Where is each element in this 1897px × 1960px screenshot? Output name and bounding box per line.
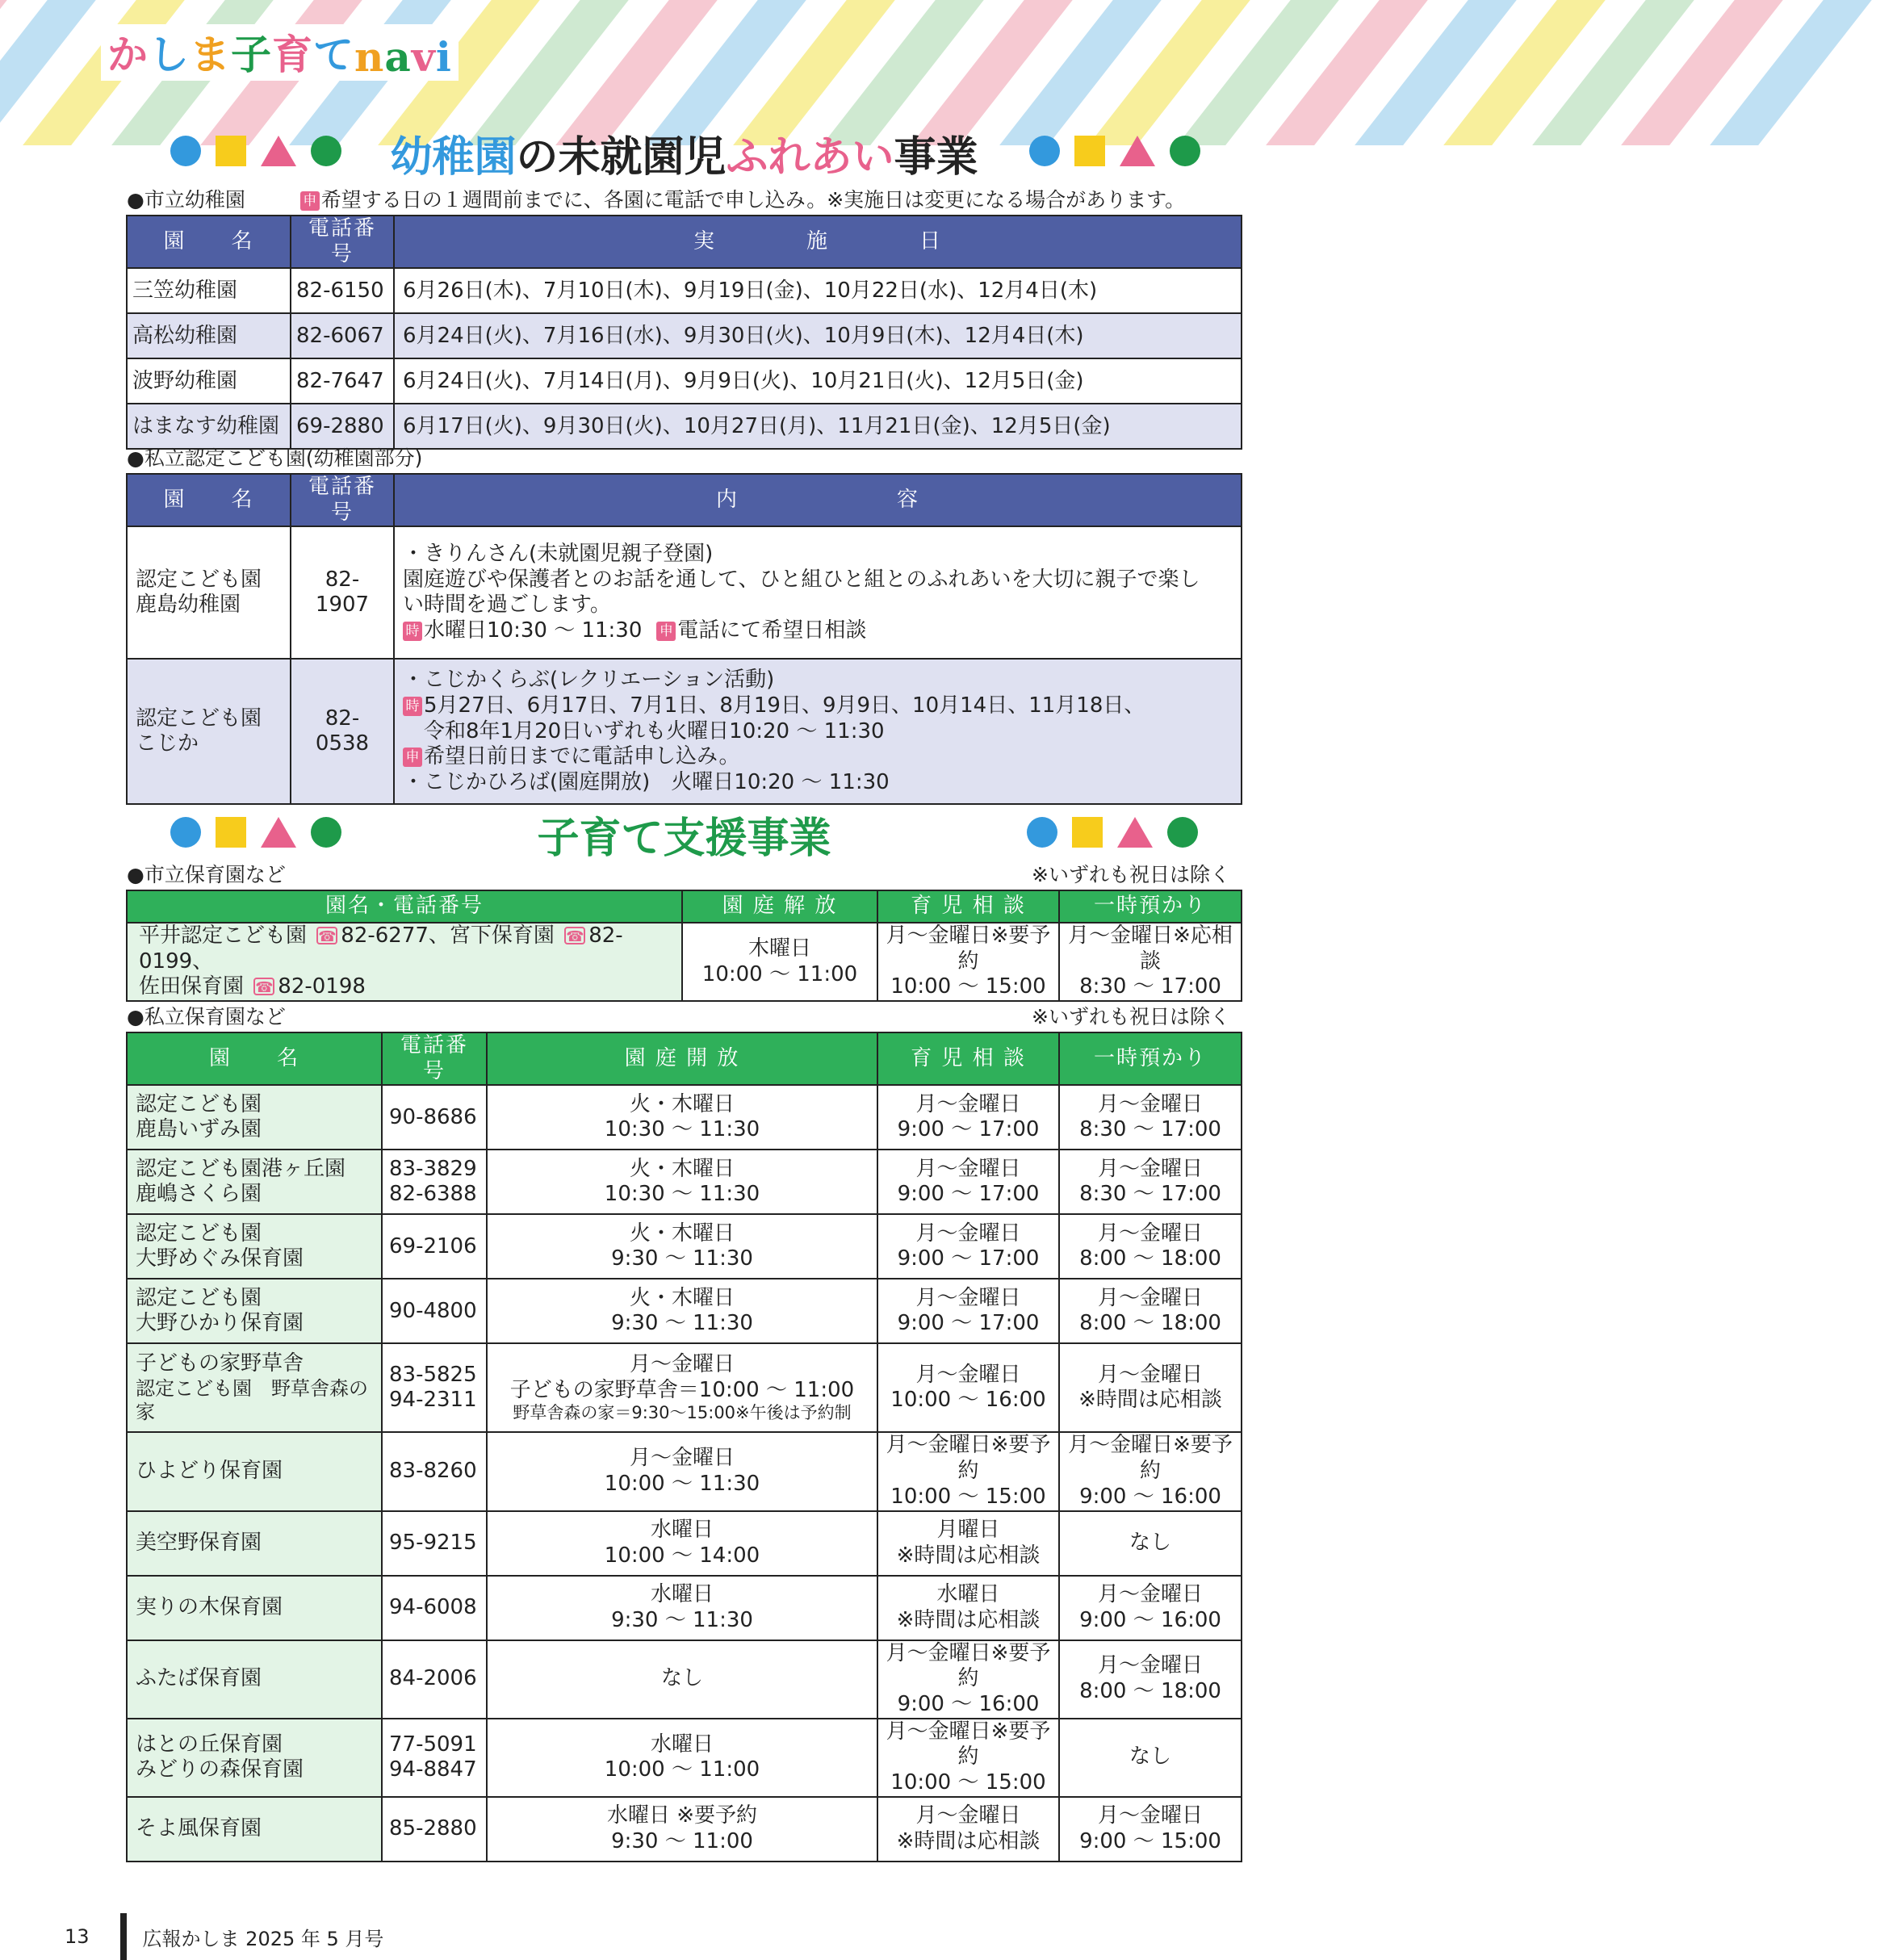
name-line bbox=[139, 974, 673, 1000]
name-cell bbox=[127, 526, 291, 659]
col-header-name: 園 名 bbox=[127, 1032, 382, 1085]
section1-heading bbox=[125, 119, 1243, 184]
garden-cell bbox=[487, 1719, 877, 1797]
table-row bbox=[127, 1640, 1242, 1719]
private-nursery-note: ※いずれも祝日は除く bbox=[1032, 1005, 1230, 1028]
content-line: ・こじかくらぶ(レクリエーション活動) bbox=[403, 668, 775, 693]
col-header-dates: 実 施 日 bbox=[394, 216, 1242, 268]
logo-letter: ま bbox=[190, 31, 231, 78]
cell-line: 9:00 ～ 16:00 bbox=[897, 1692, 1040, 1717]
cell-line: 83-8260 bbox=[389, 1459, 477, 1484]
phone-cell: 69-2880 bbox=[291, 404, 394, 449]
garden-cell bbox=[487, 1085, 877, 1150]
table-row bbox=[127, 313, 1242, 358]
cell-line: 月～金曜日 bbox=[1097, 1581, 1203, 1606]
cell-line: 認定こども園 bbox=[136, 1285, 262, 1310]
cell-line: 火・木曜日 bbox=[629, 1221, 735, 1246]
cell-line: 実りの木保育園 bbox=[136, 1594, 283, 1619]
cell-line: ※時間は応相談 bbox=[896, 1828, 1041, 1853]
cell-line: 月～金曜日 bbox=[915, 1156, 1021, 1181]
consult-cell bbox=[877, 923, 1059, 1001]
phone-cell bbox=[382, 1719, 487, 1797]
col-header-phone: 電話番号 bbox=[291, 216, 394, 268]
cell-line: 月～金曜日 bbox=[1097, 1221, 1203, 1246]
time-badge-icon: 時 bbox=[403, 697, 422, 716]
consult-cell bbox=[877, 1640, 1059, 1719]
logo bbox=[101, 24, 459, 81]
table-row bbox=[127, 1797, 1242, 1862]
section2-title: 子育て支援事業 bbox=[537, 815, 831, 863]
cell-line: 8:30 ～ 17:00 bbox=[1079, 974, 1221, 999]
time-text: 水曜日10:30 ～ 11:30 bbox=[424, 618, 643, 643]
cell-line: 9:30 ～ 11:30 bbox=[611, 1246, 753, 1271]
apply-badge-icon: 申 bbox=[403, 748, 422, 767]
cell-line: 9:30 ～ 11:30 bbox=[611, 1311, 753, 1336]
childcare-cell bbox=[1059, 1640, 1242, 1719]
cell-line: 水曜日 bbox=[650, 1581, 714, 1606]
cell-line: 月～金曜日 bbox=[1097, 1362, 1203, 1387]
cell-line: 月～金曜日※要予約 bbox=[1068, 1433, 1233, 1484]
consult-cell bbox=[877, 1576, 1059, 1640]
consult-cell bbox=[877, 1797, 1059, 1862]
cell-line: なし bbox=[660, 1666, 703, 1691]
cell-line: 8:00 ～ 18:00 bbox=[1079, 1679, 1221, 1704]
time-badge-icon: 時 bbox=[403, 622, 422, 641]
name-cell bbox=[127, 1214, 382, 1279]
facility-name: 平井認定こども園 bbox=[139, 923, 308, 948]
table-row bbox=[127, 1576, 1242, 1640]
childcare-cell bbox=[1059, 1279, 1242, 1343]
content-line bbox=[403, 618, 1233, 644]
cell-line: 認定こども園港ヶ丘園 bbox=[136, 1156, 346, 1181]
cell-line: 水曜日 bbox=[650, 1732, 714, 1757]
cell-line: 10:00 ～ 16:00 bbox=[890, 1388, 1046, 1413]
cell-line: 85-2880 bbox=[389, 1816, 477, 1841]
cell-line: 10:00 ～ 15:00 bbox=[890, 974, 1046, 999]
garden-cell bbox=[682, 923, 877, 1001]
city-kindergarten-table bbox=[126, 215, 1242, 450]
childcare-cell bbox=[1059, 1085, 1242, 1150]
cell-line: 火・木曜日 bbox=[629, 1285, 735, 1310]
logo-letter: i bbox=[435, 33, 452, 81]
content-line: 園庭遊びや保護者とのお話を通して、ひと組ひと組とのふれあいを大切に親子で楽し bbox=[403, 567, 1200, 592]
cell-line: 83-3829 bbox=[389, 1156, 477, 1181]
name-cell bbox=[127, 659, 291, 804]
phone-cell bbox=[382, 1214, 487, 1279]
section2-heading bbox=[125, 801, 1243, 865]
cell-line: 10:00 ～ 14:00 bbox=[604, 1543, 760, 1568]
apply-text: 希望日前日までに電話申し込み。 bbox=[424, 744, 740, 769]
garden-cell bbox=[487, 1640, 877, 1719]
pink-triangle-icon bbox=[1117, 817, 1153, 848]
cell-line: 水曜日 ※要予約 bbox=[606, 1803, 758, 1828]
title-part-fureai: ふれあい bbox=[726, 133, 894, 182]
cell-line: 9:00 ～ 15:00 bbox=[1079, 1828, 1221, 1853]
col-header-childcare: 一時預かり bbox=[1059, 1032, 1242, 1085]
name-cell: はまなす幼稚園 bbox=[127, 404, 291, 449]
table-row bbox=[127, 1343, 1242, 1432]
garden-cell bbox=[487, 1214, 877, 1279]
yellow-square-icon bbox=[1072, 817, 1103, 848]
cell-line: 月～金曜日※要予約 bbox=[886, 1640, 1051, 1691]
consult-cell bbox=[877, 1214, 1059, 1279]
cell-line: 月～金曜日 bbox=[1097, 1091, 1203, 1116]
cell-line: 83-5825 bbox=[389, 1362, 477, 1387]
cell-line: 9:00 ～ 17:00 bbox=[897, 1311, 1040, 1336]
phone-icon: ☎ bbox=[318, 928, 337, 945]
consult-cell bbox=[877, 1279, 1059, 1343]
col-header-consult: 育 児 相 談 bbox=[877, 890, 1059, 923]
cell-line: 美空野保育園 bbox=[136, 1530, 262, 1555]
name-cell bbox=[127, 1719, 382, 1797]
cell-line: 8:00 ～ 18:00 bbox=[1079, 1311, 1221, 1336]
phone-cell bbox=[382, 1085, 487, 1150]
phone-text: 82-6277、宮下保育園 bbox=[341, 923, 555, 948]
cell-line: 月～金曜日 bbox=[1097, 1156, 1203, 1181]
cell-line: 水曜日 bbox=[936, 1581, 1000, 1606]
logo-letter: 育 bbox=[272, 31, 313, 78]
cell-line: 子どもの家野草舎＝10:00 ～ 11:00 bbox=[509, 1377, 855, 1402]
cell-line: 9:30 ～ 11:30 bbox=[611, 1607, 753, 1632]
dates-cell: 6月24日(火)、7月14日(月)、9月9日(火)、10月21日(火)、12月5日(金) bbox=[394, 358, 1242, 404]
blue-circle-icon bbox=[1029, 136, 1060, 166]
cell-line: 10:00 ～ 15:00 bbox=[890, 1770, 1046, 1795]
cell-line: 10:30 ～ 11:30 bbox=[604, 1117, 760, 1142]
name-cell bbox=[127, 1279, 382, 1343]
phone-cell bbox=[382, 1640, 487, 1719]
childcare-cell bbox=[1059, 1432, 1242, 1510]
phone-text: 82-0198 bbox=[278, 974, 366, 999]
phone-text: 82-0199、 bbox=[139, 923, 623, 974]
city-nursery-note: ※いずれも祝日は除く bbox=[1032, 863, 1230, 886]
phone-icon: ☎ bbox=[255, 979, 274, 997]
col-header-garden: 園 庭 開 放 bbox=[487, 1032, 877, 1085]
name-cell bbox=[127, 1511, 382, 1576]
dates-cell: 6月24日(火)、7月16日(水)、9月30日(火)、10月9日(木)、12月4日(木) bbox=[394, 313, 1242, 358]
cell-line: 90-8686 bbox=[389, 1104, 477, 1129]
publication-name: 広報かしま 2025 年 5 月号 bbox=[142, 1927, 384, 1950]
cell-line: 大野ひかり保育園 bbox=[136, 1311, 304, 1336]
cell-line: 子どもの家野草舎 bbox=[136, 1351, 304, 1376]
col-header-name-phone: 園名・電話番号 bbox=[127, 890, 682, 923]
dates-cell: 6月26日(木)、7月10日(木)、9月19日(金)、10月22日(水)、12月4日(木) bbox=[394, 268, 1242, 313]
childcare-cell bbox=[1059, 1343, 1242, 1432]
name-cell: 高松幼稚園 bbox=[127, 313, 291, 358]
phone-cell bbox=[382, 1511, 487, 1576]
private-nursery-table bbox=[126, 1032, 1242, 1862]
private-kindergarten-label: ●私立認定こども園(幼稚園部分) bbox=[127, 446, 423, 470]
consult-cell bbox=[877, 1085, 1059, 1150]
table-row bbox=[127, 1719, 1242, 1797]
content-cell bbox=[394, 526, 1242, 659]
logo-letter: て bbox=[313, 31, 354, 78]
cell-line: 8:30 ～ 17:00 bbox=[1079, 1182, 1221, 1207]
city-kindergarten-note: 希望する日の１週間前までに、各園に電話で申し込み。※実施日は変更になる場合があります。 bbox=[320, 188, 1186, 211]
cell-line: 認定こども園 野草舎森の家 bbox=[136, 1377, 368, 1424]
name-line: こじか bbox=[136, 731, 199, 756]
city-kindergarten-label: ●市立幼稚園 bbox=[127, 188, 245, 211]
name-cell: 三笠幼稚園 bbox=[127, 268, 291, 313]
table-row bbox=[127, 526, 1242, 659]
col-header-phone: 電話番号 bbox=[382, 1032, 487, 1085]
cell-line: 月～金曜日 bbox=[915, 1221, 1021, 1246]
logo-letter: し bbox=[149, 31, 190, 78]
cell-line: 月～金曜日 bbox=[915, 1803, 1021, 1828]
yellow-square-icon bbox=[1074, 136, 1105, 166]
childcare-cell bbox=[1059, 1576, 1242, 1640]
content-line: ・きりんさん(未就園児親子登園) bbox=[403, 542, 714, 566]
dates-text: 5月27日、6月17日、7月1日、8月19日、9月9日、10月14日、11月18日、 bbox=[424, 693, 1145, 718]
cell-line: みどりの森保育園 bbox=[136, 1757, 304, 1782]
cell-line: 94-6008 bbox=[389, 1594, 477, 1619]
cell-line: ※時間は応相談 bbox=[896, 1607, 1041, 1632]
garden-cell bbox=[487, 1343, 877, 1432]
phone-cell: 82-6067 bbox=[291, 313, 394, 358]
private-kindergarten-table bbox=[126, 473, 1242, 805]
name-cell bbox=[127, 1343, 382, 1432]
cell-line: 8:30 ～ 17:00 bbox=[1079, 1117, 1221, 1142]
decor-shapes-right bbox=[1027, 817, 1198, 848]
phone-cell bbox=[382, 1279, 487, 1343]
table-row bbox=[127, 1214, 1242, 1279]
logo-letter: 子 bbox=[231, 31, 272, 78]
name-cell bbox=[127, 1576, 382, 1640]
content-line: ・こじかひろば(園庭開放) 火曜日10:20 ～ 11:30 bbox=[403, 770, 890, 795]
footer-divider bbox=[120, 1913, 127, 1960]
decor-shapes-right bbox=[1029, 136, 1200, 166]
apply-badge-icon: 申 bbox=[300, 191, 320, 211]
garden-cell bbox=[487, 1511, 877, 1576]
cell-line: 9:00 ～ 16:00 bbox=[1079, 1607, 1221, 1632]
cell-line: 月～金曜日 bbox=[1097, 1653, 1203, 1678]
garden-cell bbox=[487, 1150, 877, 1214]
name-line: 鹿島幼稚園 bbox=[136, 593, 241, 618]
dates-cell: 6月17日(火)、9月30日(火)、10月27日(月)、11月21日(金)、12月5日(金) bbox=[394, 404, 1242, 449]
name-cell bbox=[127, 1640, 382, 1719]
cell-line: 95-9215 bbox=[389, 1530, 477, 1555]
cell-line: 月～金曜日 bbox=[915, 1091, 1021, 1116]
cell-line: 水曜日 bbox=[650, 1517, 714, 1542]
phone-cell bbox=[382, 1150, 487, 1214]
logo-letter: a bbox=[384, 33, 412, 81]
blue-circle-icon bbox=[1027, 817, 1057, 848]
table-row bbox=[127, 1432, 1242, 1510]
cell-line: 月～金曜日※要予約 bbox=[886, 1719, 1051, 1769]
content-line: い時間を過ごします。 bbox=[403, 593, 611, 618]
city-nursery-label: ●市立保育園など bbox=[127, 863, 286, 886]
col-header-phone: 電話番号 bbox=[291, 474, 394, 526]
phone-cell bbox=[382, 1797, 487, 1862]
phone-cell bbox=[382, 1343, 487, 1432]
cell-line: 木曜日 bbox=[747, 936, 811, 961]
cell-line: ※時間は応相談 bbox=[1078, 1388, 1222, 1413]
name-cell bbox=[127, 1432, 382, 1510]
garden-cell bbox=[487, 1797, 877, 1862]
name-cell bbox=[127, 1085, 382, 1150]
city-kindergarten-label-row bbox=[127, 184, 1185, 213]
cell-line: 鹿島いずみ園 bbox=[136, 1117, 262, 1142]
consult-cell bbox=[877, 1150, 1059, 1214]
table-row bbox=[127, 1150, 1242, 1214]
cell-line: ※時間は応相談 bbox=[896, 1543, 1041, 1568]
cell-line: 月～金曜日※要予約 bbox=[886, 923, 1051, 974]
childcare-cell bbox=[1059, 1719, 1242, 1797]
col-header-name: 園 名 bbox=[127, 216, 291, 268]
cell-line: 82-6388 bbox=[389, 1182, 477, 1207]
cell-line: 9:00 ～ 17:00 bbox=[897, 1246, 1040, 1271]
cell-line: 月～金曜日 bbox=[629, 1351, 735, 1376]
cell-line: 9:00 ～ 16:00 bbox=[1079, 1484, 1221, 1509]
name-line: 認定こども園 bbox=[136, 706, 262, 731]
name-cell bbox=[127, 1150, 382, 1214]
content-line bbox=[403, 744, 1233, 770]
garden-cell bbox=[487, 1576, 877, 1640]
cell-line: 10:00 ～ 15:00 bbox=[890, 1484, 1046, 1509]
name-cell: 波野幼稚園 bbox=[127, 358, 291, 404]
phone-cell bbox=[382, 1576, 487, 1640]
table-row bbox=[127, 923, 1242, 1001]
cell-line: 月～金曜日※応相談 bbox=[1068, 923, 1233, 974]
cell-line: ふたば保育園 bbox=[136, 1666, 262, 1691]
facility-name: 佐田保育園 bbox=[139, 974, 245, 999]
cell-line: 9:00 ～ 17:00 bbox=[897, 1182, 1040, 1207]
title-part-jigyo: 事業 bbox=[894, 133, 978, 182]
title-part-kindergarten: 幼稚園 bbox=[390, 133, 517, 182]
consult-cell bbox=[877, 1343, 1059, 1432]
cell-line: 94-2311 bbox=[389, 1388, 477, 1413]
cell-line: 9:30 ～ 11:00 bbox=[611, 1828, 753, 1853]
cell-line: はとの丘保育園 bbox=[136, 1732, 283, 1757]
col-header-name: 園 名 bbox=[127, 474, 291, 526]
cell-line: ひよどり保育園 bbox=[136, 1459, 283, 1484]
page-number: 13 bbox=[65, 1925, 90, 1948]
table-row bbox=[127, 659, 1242, 804]
cell-line: 月～金曜日 bbox=[915, 1362, 1021, 1387]
consult-cell bbox=[877, 1511, 1059, 1576]
cell-line: 9:00 ～ 17:00 bbox=[897, 1117, 1040, 1142]
pink-triangle-icon bbox=[1120, 136, 1155, 166]
content-line: 令和8年1月20日いずれも火曜日10:20 ～ 11:30 bbox=[424, 718, 885, 743]
cell-line: なし bbox=[1129, 1530, 1171, 1555]
cell-line: 8:00 ～ 18:00 bbox=[1079, 1246, 1221, 1271]
cell-line: 月～金曜日 bbox=[1097, 1803, 1203, 1828]
col-header-consult: 育 児 相 談 bbox=[877, 1032, 1059, 1085]
cell-line: 野草舎森の家＝9:30～15:00※午後は予約制 bbox=[513, 1403, 852, 1423]
cell-line: 月～金曜日 bbox=[629, 1446, 735, 1471]
cell-line: 認定こども園 bbox=[136, 1091, 262, 1116]
col-header-childcare: 一時預かり bbox=[1059, 890, 1242, 923]
cell-line: 月曜日 bbox=[936, 1517, 1000, 1542]
cell-line: そよ風保育園 bbox=[136, 1816, 262, 1841]
name-line bbox=[139, 923, 673, 974]
cell-line: 10:30 ～ 11:30 bbox=[604, 1182, 760, 1207]
apply-text: 電話にて希望日相談 bbox=[677, 618, 867, 643]
page-footer bbox=[65, 1913, 383, 1960]
cell-line: 10:00 ～ 11:00 bbox=[604, 1757, 760, 1782]
col-header-garden: 園 庭 解 放 bbox=[682, 890, 877, 923]
green-circle-icon bbox=[1170, 136, 1200, 166]
cell-line: 月～金曜日 bbox=[915, 1285, 1021, 1310]
cell-line: 69-2106 bbox=[389, 1233, 477, 1259]
apply-badge-icon: 申 bbox=[656, 622, 676, 641]
private-nursery-label: ●私立保育園など bbox=[127, 1005, 286, 1028]
phone-cell: 82-6150 bbox=[291, 268, 394, 313]
cell-line: 10:00 ～ 11:30 bbox=[604, 1472, 760, 1497]
green-circle-icon bbox=[1167, 817, 1198, 848]
table-row bbox=[127, 1279, 1242, 1343]
cell-line: 月～金曜日 bbox=[1097, 1285, 1203, 1310]
logo-letter: か bbox=[107, 31, 149, 78]
cell-line: 77-5091 bbox=[389, 1732, 477, 1757]
cell-line: 84-2006 bbox=[389, 1666, 477, 1691]
phone-cell: 82-7647 bbox=[291, 358, 394, 404]
cell-line: なし bbox=[1129, 1744, 1171, 1769]
content-cell bbox=[394, 659, 1242, 804]
content-line bbox=[403, 693, 1233, 719]
phone-icon: ☎ bbox=[566, 928, 584, 945]
childcare-cell bbox=[1059, 923, 1242, 1001]
childcare-cell bbox=[1059, 1214, 1242, 1279]
cell-line: 認定こども園 bbox=[136, 1221, 262, 1246]
logo-letter: v bbox=[411, 33, 436, 81]
cell-line: 鹿嶋さくら園 bbox=[136, 1182, 262, 1207]
childcare-cell bbox=[1059, 1797, 1242, 1862]
cell-line: 大野めぐみ保育園 bbox=[136, 1246, 304, 1271]
cell-line: 月～金曜日※要予約 bbox=[886, 1433, 1051, 1484]
cell-line: 火・木曜日 bbox=[629, 1156, 735, 1181]
garden-cell bbox=[487, 1279, 877, 1343]
garden-cell bbox=[487, 1432, 877, 1510]
cell-line: 90-4800 bbox=[389, 1298, 477, 1323]
consult-cell bbox=[877, 1719, 1059, 1797]
logo-letter: n bbox=[354, 33, 385, 81]
phone-cell: 82-1907 bbox=[291, 526, 394, 659]
table-row bbox=[127, 358, 1242, 404]
table-row bbox=[127, 1085, 1242, 1150]
name-line: 認定こども園 bbox=[136, 567, 262, 592]
title-part-middle: の未就園児 bbox=[516, 133, 727, 182]
childcare-cell bbox=[1059, 1150, 1242, 1214]
childcare-cell bbox=[1059, 1511, 1242, 1576]
cell-line: 94-8847 bbox=[389, 1757, 477, 1782]
cell-line: 10:00 ～ 11:00 bbox=[701, 961, 858, 986]
name-phone-cell bbox=[127, 923, 682, 1001]
consult-cell bbox=[877, 1432, 1059, 1510]
cell-line: 火・木曜日 bbox=[629, 1091, 735, 1116]
name-cell bbox=[127, 1797, 382, 1862]
col-header-content: 内 容 bbox=[394, 474, 1242, 526]
table-row bbox=[127, 1511, 1242, 1576]
table-row bbox=[127, 268, 1242, 313]
city-nursery-table bbox=[126, 890, 1242, 1002]
phone-cell: 82-0538 bbox=[291, 659, 394, 804]
phone-cell bbox=[382, 1432, 487, 1510]
